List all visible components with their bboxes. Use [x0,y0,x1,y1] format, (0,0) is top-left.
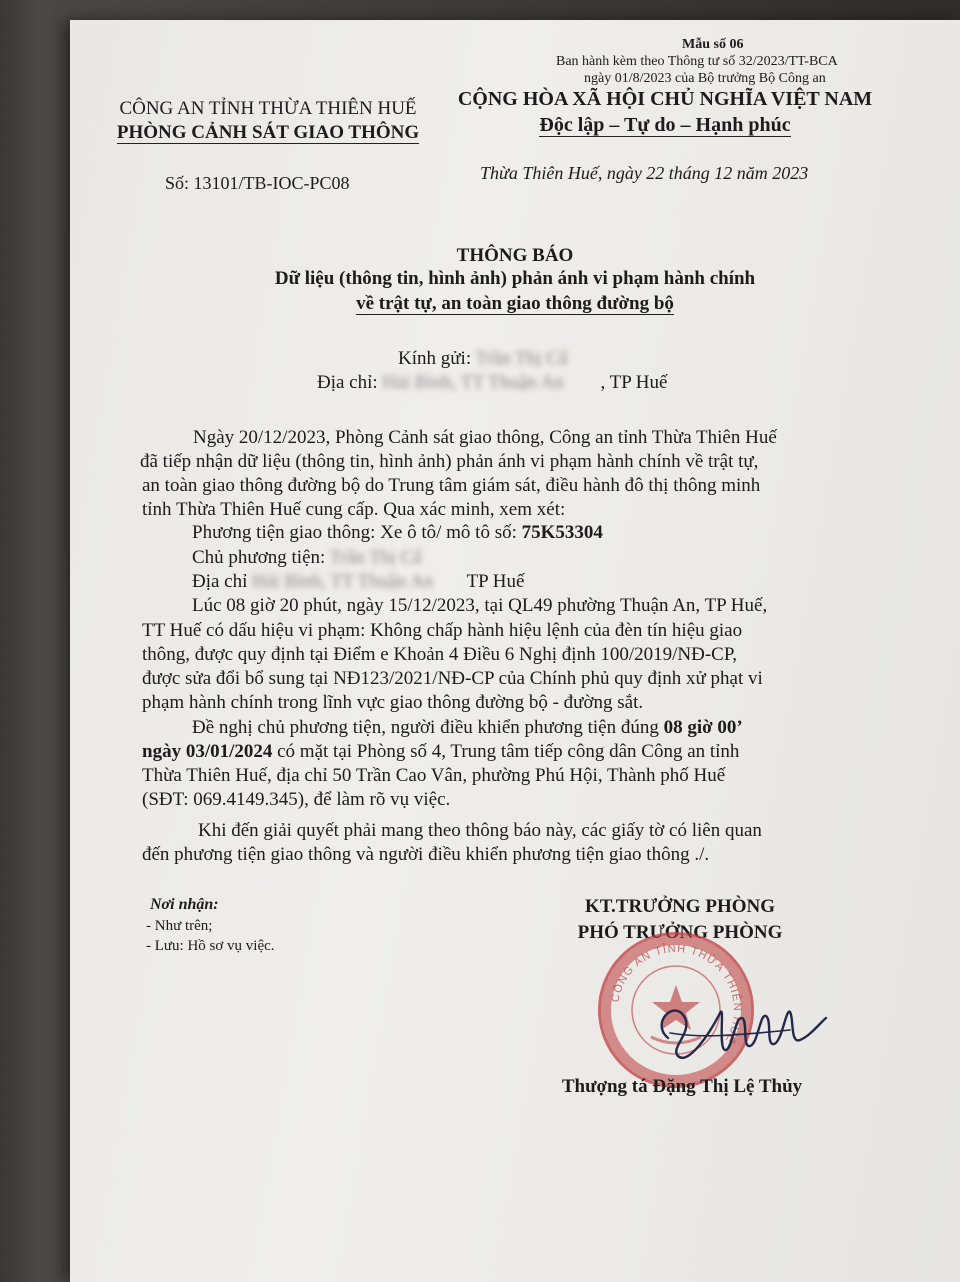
paragraph-1-line-4: tỉnh Thừa Thiên Huế cung cấp. Qua xác minh, xem xét: [142,499,566,520]
paragraph-2-line-4: được sửa đổi bổ sung tại NĐ123/2021/NĐ-CP của Chính phủ quy định xử phạt vi [142,668,763,689]
seal-text: CÔNG AN TỈNH THỪA THIÊN HUẾ [609,942,744,1046]
recipient-label: Kính gửi: [398,348,472,369]
paragraph-4-line-2: đến phương tiện giao thông và người điều khiển phương tiện giao thông ./. [142,844,710,865]
paragraph-3-line-4: (SĐT: 069.4149.345), để làm rõ vụ việc. [142,789,451,810]
form-issue-line-1: Ban hành kèm theo Thông tư số 32/2023/TT-BCA [556,54,838,69]
owner-address-city: TP Huế [466,571,525,592]
vehicle-label: Phương tiện giao thông: Xe ô tô/ mô tô số: [192,522,522,543]
signature-title-1: KT.TRƯỞNG PHÒNG [585,896,775,917]
paragraph-3-line-2 [142,741,739,763]
document-number: Số: 13101/TB-IOC-PC08 [165,173,350,193]
handwritten-signature [640,978,830,1073]
notice-title: THÔNG BÁO [456,245,574,266]
recipient-address-redacted: Hải Bình, TT Thuận An [382,372,564,393]
recipient-address-city: , TP Huế [600,372,668,393]
form-number: Mẫu số 06 [682,37,744,52]
paragraph-1-line-1: Ngày 20/12/2023, Phòng Cảnh sát giao thông, Công an tỉnh Thừa Thiên Huế [193,427,777,448]
notice-subtitle-2-text: về trật tự, an toàn giao thông đường bộ [356,293,674,314]
nation-title: CỘNG HÒA XÃ HỘI CHỦ NGHĨA VIỆT NAM [457,88,873,110]
owner-line [192,547,422,569]
recipients-heading: Nơi nhận: [150,896,219,913]
nation-motto-text: Độc lập – Tự do – Hạnh phúc [539,114,791,136]
paragraph-2-line-1: Lúc 08 giờ 20 phút, ngày 15/12/2023, tại QL49 phường Thuận An, TP Huế, [192,595,768,616]
paragraph-4-line-1: Khi đến giải quyết phải mang theo thông báo này, các giấy tờ có liên quan [198,820,762,841]
notice-subtitle-1: Dữ liệu (thông tin, hình ảnh) phản ánh vi phạm hành chính [274,268,756,289]
owner-label: Chủ phương tiện: [192,547,326,568]
appointment-time: 08 giờ 00’ [663,717,743,738]
signature-title-2: PHÓ TRƯỞNG PHÒNG [577,922,783,943]
paragraph-3-line-3: Thừa Thiên Huế, địa chỉ 50 Trần Cao Vân, phường Phú Hội, Thành phố Huế [142,765,726,786]
signer-name: Thượng tá Đặng Thị Lệ Thủy [561,1076,803,1097]
paragraph-3-line-1 [192,717,743,739]
paragraph-2-line-3: thông, được quy định tại Điểm e Khoản 4 Điều 6 Nghị định 100/2019/NĐ-CP, [142,644,738,665]
recipient-name-redacted: Trần Thị Cẩ [475,348,568,369]
agency-name: PHÒNG CẢNH SÁT GIAO THÔNG [116,122,420,143]
form-issue-line-2: ngày 01/8/2023 của Bộ trưởng Bộ Công an [584,71,826,86]
request-text: Đề nghị chủ phương tiện, người điều khiển phương tiện đúng [192,717,664,738]
paragraph-2-line-5: phạm hành chính trong lĩnh vực giao thông đường bộ - đường sắt. [142,692,644,713]
vehicle-line [192,522,603,544]
vehicle-plate: 75K53304 [521,522,603,543]
nation-motto [445,114,885,137]
agency-line-1: CÔNG AN TỈNH THỪA THIÊN HUẾ [119,98,417,119]
paragraph-2-line-2: TT Huế có dấu hiệu vi phạm: Không chấp hành hiệu lệnh của đèn tín hiệu giao [142,620,743,641]
owner-address-line [192,571,524,593]
owner-address-redacted: Hải Bình, TT Thuận An [252,571,434,592]
recipient-address-line [317,372,667,394]
owner-address-label: Địa chỉ [192,571,248,592]
document-page [70,20,960,1282]
appointment-date: ngày 03/01/2024 [142,741,273,762]
recipient-line [398,348,567,370]
recipients-item-1: - Như trên; [146,918,213,934]
appointment-place: có mặt tại Phòng số 4, Trung tâm tiếp công dân Công an tỉnh [272,741,740,762]
recipient-address-label: Địa chỉ: [317,372,378,393]
paragraph-1-line-2: đã tiếp nhận dữ liệu (thông tin, hình ảnh) phản ánh vi phạm hành chính về trật tự, [140,451,759,472]
agency-line-2 [98,122,438,144]
paragraph-1-line-3: an toàn giao thông đường bộ do Trung tâm giám sát, điều hành đô thị thông minh [142,475,761,496]
document-date: Thừa Thiên Huế, ngày 22 tháng 12 năm 2023 [480,163,809,183]
notice-subtitle-2 [70,293,960,315]
recipients-item-2: - Lưu: Hồ sơ vụ việc. [146,938,275,954]
owner-name-redacted: Trần Thị Cẩ [329,547,422,568]
